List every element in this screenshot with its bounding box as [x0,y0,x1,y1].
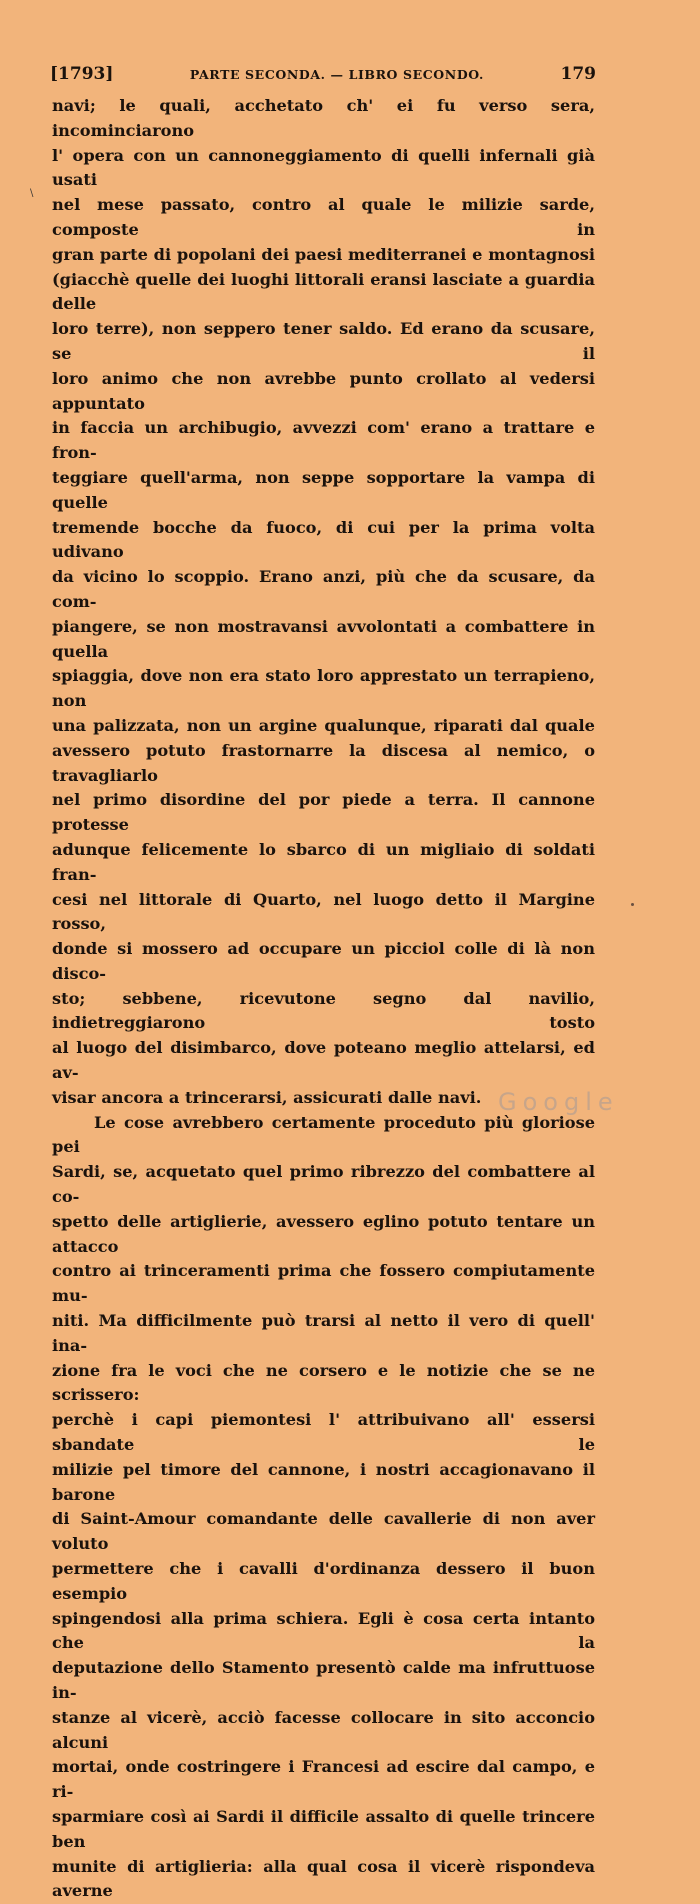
text-line: mortai, onde costringere i Francesi ad escire dal campo, e ri- [52,1757,595,1802]
text-line: contro ai trinceramenti prima che fossero compiutamente mu- [52,1261,595,1306]
margin-mark: \ [30,188,34,199]
text-line: nel mese passato, contro al quale le milizie sarde, composte in [52,195,595,239]
text-line: al luogo del disimbarco, dove poteano meglio attelarsi, ed av- [52,1038,595,1083]
text-line: perchè i capi piemontesi l' attribuivano all' essersi sbandate le [52,1410,595,1455]
text-line: milizie pel timore del cannone, i nostri accagionavano il barone [52,1459,595,1504]
text-line: spingendosi alla prima schiera. Egli è cosa certa intanto che la [52,1608,595,1653]
text-line: tremende bocche da fuoco, di cui per la prima volta udivano [52,517,595,562]
text-line: deputazione dello Stamento presentò calde ma infruttuose in- [52,1658,595,1702]
text-line: piangere, se non mostravansi avvolontati a combattere in quella [52,616,595,661]
text-line: l' opera con un cannoneggiamento di quelli infernali già usati [52,145,595,190]
text-line: zione fra le voci che ne corsero e le notizie che se ne scrissero: [52,1360,595,1405]
text-line: Le cose avrebbero certamente proceduto più gloriose pei [52,1112,595,1157]
text-line: visar ancora a trincerarsi, assicurati dalle navi. [52,1087,482,1107]
text-line: permettere che i cavalli d'ordinanza dessero il buon esempio [52,1559,595,1603]
paragraph-2 [52,1111,595,1904]
text-line: (giacchè quelle dei luoghi littorali eransi lasciate a guardia delle [52,269,595,314]
text-line: loro terre), non seppero tener saldo. Ed erano da scusare, se il [52,319,595,363]
text-line: sto; sebbene, ricevutone segno dal navilio, indietreggiarono tosto [52,988,595,1033]
header-year: [1793] [50,64,114,84]
watermark-logo: Google [498,1088,619,1116]
header-title: PARTE SECONDA. — LIBRO SECONDO. [189,66,484,82]
running-header [50,62,596,86]
paragraph-1 [52,94,595,1111]
text-line: stanze al vicerè, acciò facesse collocare in sito acconcio alcuni [52,1707,595,1752]
text-line: gran parte di popolani dei paesi mediterranei e montagnosi [52,244,595,264]
text-line: spiaggia, dove non era stato loro apprestato un terrapieno, non [52,666,595,711]
text-line: da vicino lo scoppio. Erano anzi, più che da scusare, da com- [52,567,595,611]
text-line: munite di artiglieria: alla qual cosa il vicerè rispondeva averne [52,1856,595,1901]
text-line: adunque felicemente lo sbarco di un migliaio di soldati fran- [52,839,595,884]
text-line: spetto delle artiglierie, avessero eglino potuto tentare un attacco [52,1211,595,1256]
body-text [52,94,595,1904]
text-line: niti. Ma difficilmente può trarsi al netto il vero di quell' ina- [52,1311,595,1355]
text-line: teggiare quell'arma, non seppe sopportare la vampa di quelle [52,467,595,512]
text-line: nel primo disordine del por piede a terra. Il cannone protesse [52,790,595,835]
margin-dot [631,903,634,906]
text-line: donde si mossero ad occupare un picciol colle di là non disco- [52,939,595,983]
text-line: sparmiare così ai Sardi il difficile assalto di quelle trincere ben [52,1806,595,1851]
text-line: Sardi, se, acquetato quel primo ribrezzo del combattere al co- [52,1162,595,1207]
text-line: in faccia un archibugio, avvezzi com' erano a trattare e fron- [52,418,595,463]
text-line: navi; le quali, acchetato ch' ei fu verso sera, incominciarono [52,96,595,140]
page-number: 179 [560,64,596,84]
text-line: loro animo che non avrebbe punto crollato al vedersi appuntato [52,368,595,413]
text-line: una palizzata, non un argine qualunque, riparati dal quale [52,715,595,735]
text-line: cesi nel littorale di Quarto, nel luogo detto il Margine rosso, [52,889,595,934]
text-line: avessero potuto frastornarre la discesa al nemico, o travagliarlo [52,740,595,785]
text-line: di Saint-Amour comandante delle cavallerie di non aver voluto [52,1509,595,1554]
